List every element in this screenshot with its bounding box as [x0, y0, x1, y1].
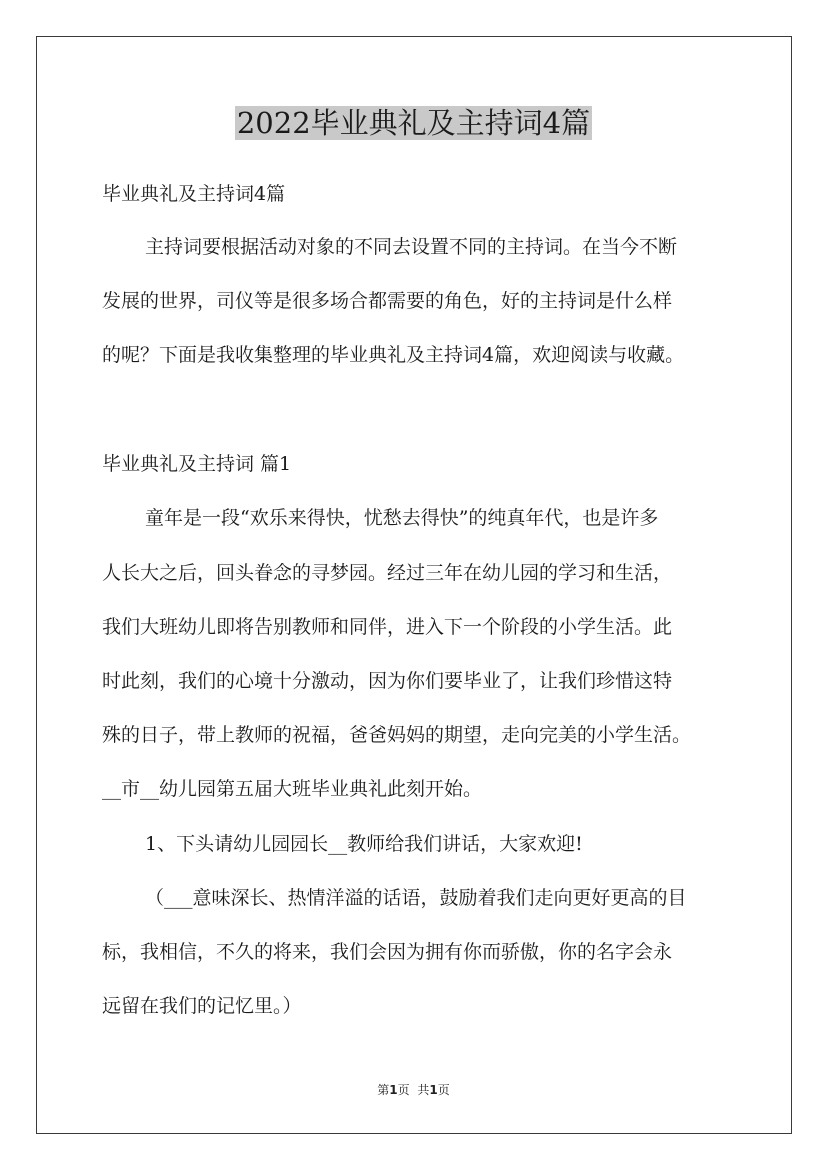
body-line-7: 1、下头请幼儿园园长__教师给我们讲话，大家欢迎! — [145, 833, 583, 855]
body-line-9: 标，我相信，不久的将来，我们会因为拥有你而骄傲，你的名字会永 — [102, 941, 673, 963]
section-heading: 毕业典礼及主持词 篇1 — [102, 453, 292, 475]
footer-page-suffix: 页 — [397, 1083, 410, 1097]
footer-total-suffix: 页 — [437, 1083, 450, 1097]
page-footer — [0, 1082, 827, 1098]
footer-page-prefix: 第 — [377, 1083, 390, 1097]
footer-total-number: 1 — [429, 1083, 438, 1097]
body-line-3: 我们大班幼儿即将告别教师和同伴，进入下一个阶段的小学生活。此 — [102, 616, 673, 638]
body-line-4: 时此刻，我们的心境十分激动，因为你们要毕业了，让我们珍惜这特 — [102, 670, 673, 692]
body-line-5: 殊的日子，带上教师的祝福，爸爸妈妈的期望，走向完美的小学生活。 — [102, 724, 692, 746]
intro-line-1: 主持词要根据活动对象的不同去设置不同的主持词。在当今不断 — [145, 236, 678, 258]
intro-line-3: 的呢？下面是我收集整理的毕业典礼及主持词4篇，欢迎阅读与收藏。 — [102, 344, 685, 366]
intro-line-2: 发展的世界，司仪等是很多场合都需要的角色，好的主持词是什么样 — [102, 290, 673, 312]
footer-total-prefix: 共 — [417, 1083, 430, 1097]
document-title — [0, 96, 827, 150]
body-line-8: （___意味深长、热情洋溢的话语，鼓励着我们走向更好更高的目 — [145, 887, 687, 909]
document-subtitle: 毕业典礼及主持词4篇 — [102, 183, 286, 205]
body-line-10: 远留在我们的记忆里。） — [102, 995, 302, 1017]
document-title-text: 2022毕业典礼及主持词4篇 — [236, 106, 591, 140]
body-line-2: 人长大之后，回头眷念的寻梦园。经过三年在幼儿园的学习和生活， — [102, 562, 673, 584]
body-line-6: __市__幼儿园第五届大班毕业典礼此刻开始。 — [102, 778, 483, 800]
footer-page-number: 1 — [389, 1083, 398, 1097]
body-line-1: 童年是一段“欢乐来得快，忧愁去得快”的纯真年代，也是许多 — [145, 507, 659, 529]
